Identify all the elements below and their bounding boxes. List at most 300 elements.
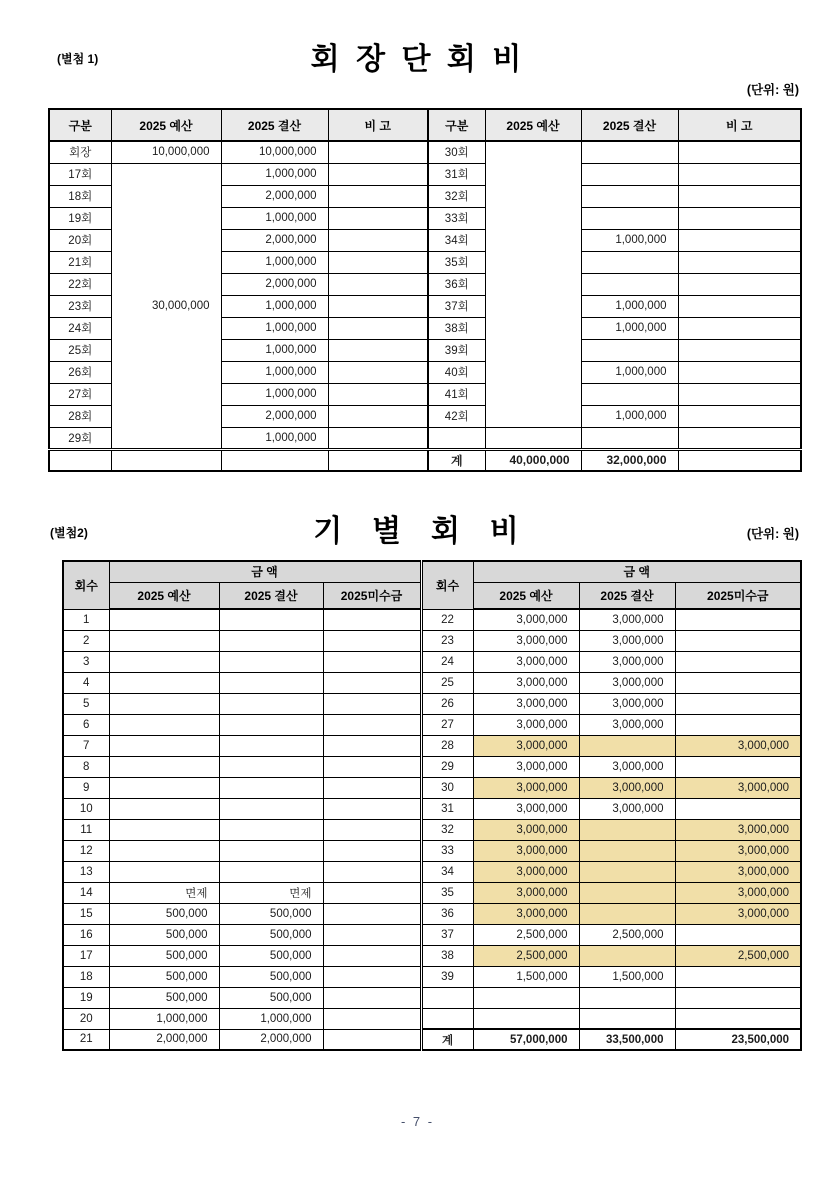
table-cell — [328, 295, 428, 317]
table-cell — [581, 251, 678, 273]
table-cell: 1,000,000 — [221, 163, 328, 185]
table-cell — [485, 427, 581, 449]
column-header: 비 고 — [678, 109, 801, 141]
page-number: - 7 - — [400, 1114, 435, 1129]
table-cell: 3,000,000 — [675, 735, 801, 756]
table-cell: 17 — [63, 945, 109, 966]
table-cell — [323, 609, 421, 630]
table-cell: 500,000 — [219, 945, 323, 966]
table-row — [63, 672, 801, 693]
table-cell: 29 — [421, 756, 473, 777]
table-cell — [219, 819, 323, 840]
table-cell: 28회 — [49, 405, 111, 427]
table-cell: 3,000,000 — [473, 630, 579, 651]
table-cell: 2,500,000 — [473, 945, 579, 966]
table-cell: 3,000,000 — [579, 651, 675, 672]
table-cell: 20회 — [49, 229, 111, 251]
table-cell — [581, 383, 678, 405]
table-cell — [675, 966, 801, 987]
column-header: 2025미수금 — [323, 582, 421, 609]
table-cell — [678, 229, 801, 251]
table-cell: 3,000,000 — [473, 693, 579, 714]
table-cell — [678, 317, 801, 339]
table-cell: 40,000,000 — [485, 449, 581, 471]
table-cell — [109, 756, 219, 777]
table-cell: 23 — [421, 630, 473, 651]
table-cell: 27회 — [49, 383, 111, 405]
table-row — [63, 777, 801, 798]
table-cell: 23,500,000 — [675, 1029, 801, 1050]
table-cell — [323, 714, 421, 735]
table-cell: 24 — [421, 651, 473, 672]
table-cell: 20 — [63, 1008, 109, 1029]
table-cell: 1,000,000 — [219, 1008, 323, 1029]
table-cell — [581, 141, 678, 163]
table-cell: 면제 — [219, 882, 323, 903]
table-cell: 1,000,000 — [109, 1008, 219, 1029]
table-cell — [328, 361, 428, 383]
table-cell — [328, 273, 428, 295]
table-cell: 500,000 — [219, 924, 323, 945]
table-cell: 2,000,000 — [221, 405, 328, 427]
table-cell — [323, 756, 421, 777]
table-cell: 500,000 — [219, 966, 323, 987]
table-cell: 3,000,000 — [473, 651, 579, 672]
table-cell: 33회 — [428, 207, 485, 229]
table-cell — [323, 861, 421, 882]
table-cell: 30,000,000 — [111, 163, 221, 449]
table-cell: 1,000,000 — [221, 295, 328, 317]
table-row — [63, 861, 801, 882]
table-cell — [109, 861, 219, 882]
table-cell — [219, 693, 323, 714]
table-row — [63, 966, 801, 987]
column-header: 금 액 — [473, 561, 801, 582]
table-cell: 500,000 — [109, 966, 219, 987]
table-row — [63, 945, 801, 966]
table-cell: 21회 — [49, 251, 111, 273]
chairman-dues-table — [48, 108, 802, 472]
table-cell: 29회 — [49, 427, 111, 449]
table-cell — [109, 777, 219, 798]
table-cell — [328, 251, 428, 273]
table-cell: 27 — [421, 714, 473, 735]
column-header: 2025 예산 — [485, 109, 581, 141]
table-cell — [473, 987, 579, 1008]
table-cell: 3,000,000 — [473, 798, 579, 819]
table-cell: 2,000,000 — [221, 185, 328, 207]
table-cell — [323, 903, 421, 924]
table-cell — [219, 735, 323, 756]
table-cell: 23회 — [49, 295, 111, 317]
table-cell — [219, 861, 323, 882]
table-cell — [323, 777, 421, 798]
table-cell — [109, 819, 219, 840]
table-cell: 2,500,000 — [675, 945, 801, 966]
table-cell — [323, 1029, 421, 1050]
table-cell: 3,000,000 — [473, 840, 579, 861]
table-cell — [579, 861, 675, 882]
table-cell — [109, 693, 219, 714]
table-cell — [581, 207, 678, 229]
table-cell: 3,000,000 — [473, 735, 579, 756]
table-cell — [323, 798, 421, 819]
table-cell — [109, 840, 219, 861]
table-cell — [675, 714, 801, 735]
table-cell: 15 — [63, 903, 109, 924]
table-cell: 3,000,000 — [473, 714, 579, 735]
table-row — [63, 630, 801, 651]
table-row — [63, 651, 801, 672]
table-cell — [678, 251, 801, 273]
table-cell — [323, 672, 421, 693]
table-cell — [328, 339, 428, 361]
table-cell: 3,000,000 — [473, 903, 579, 924]
table-cell: 18회 — [49, 185, 111, 207]
column-header: 회수 — [421, 561, 473, 609]
table-cell — [109, 798, 219, 819]
table-cell: 13 — [63, 861, 109, 882]
table-cell — [323, 693, 421, 714]
table-cell: 32,000,000 — [581, 449, 678, 471]
table-cell — [323, 987, 421, 1008]
table-cell: 25회 — [49, 339, 111, 361]
table-cell: 1,000,000 — [221, 317, 328, 339]
table-cell: 1,000,000 — [581, 317, 678, 339]
table-cell: 3,000,000 — [579, 672, 675, 693]
table-cell: 3 — [63, 651, 109, 672]
table-cell: 1 — [63, 609, 109, 630]
table-cell — [328, 405, 428, 427]
table-cell — [323, 924, 421, 945]
table-cell — [328, 141, 428, 163]
table-cell: 22 — [421, 609, 473, 630]
table-cell — [579, 945, 675, 966]
table-cell: 17회 — [49, 163, 111, 185]
table-cell: 33 — [421, 840, 473, 861]
table-cell: 2,000,000 — [221, 273, 328, 295]
table-cell: 3,000,000 — [675, 819, 801, 840]
table-cell — [328, 383, 428, 405]
table-cell: 26 — [421, 693, 473, 714]
table-cell: 30 — [421, 777, 473, 798]
table-cell — [675, 756, 801, 777]
table-cell — [323, 651, 421, 672]
table-row — [63, 903, 801, 924]
table-cell: 3,000,000 — [675, 861, 801, 882]
column-header: 2025 결산 — [581, 109, 678, 141]
section2-title: 기 별 회 비 — [313, 514, 522, 549]
column-header: 2025 결산 — [221, 109, 328, 141]
table-cell — [678, 449, 801, 471]
periodic-dues-table — [62, 560, 802, 1051]
table-cell — [221, 449, 328, 471]
table-row — [63, 1029, 801, 1050]
table-cell — [109, 714, 219, 735]
table-cell: 14 — [63, 882, 109, 903]
table-cell — [328, 229, 428, 251]
table-cell: 57,000,000 — [473, 1029, 579, 1050]
table-cell: 30회 — [428, 141, 485, 163]
table-cell: 2,500,000 — [473, 924, 579, 945]
table-cell: 22회 — [49, 273, 111, 295]
table-cell: 28 — [421, 735, 473, 756]
section1-title: 회 장 단 회 비 — [310, 42, 525, 77]
table-cell: 7 — [63, 735, 109, 756]
table-cell: 1,000,000 — [221, 383, 328, 405]
table-cell: 500,000 — [109, 924, 219, 945]
table-cell — [678, 185, 801, 207]
table-cell — [675, 798, 801, 819]
table-cell — [109, 609, 219, 630]
table-cell — [675, 672, 801, 693]
table-cell — [473, 1008, 579, 1029]
table-cell: 39회 — [428, 339, 485, 361]
table-cell: 3,000,000 — [579, 756, 675, 777]
table-cell — [109, 672, 219, 693]
table-cell — [678, 141, 801, 163]
section2-title-row — [0, 506, 835, 550]
table-cell: 3,000,000 — [675, 903, 801, 924]
table-cell: 16 — [63, 924, 109, 945]
table-cell — [323, 1008, 421, 1029]
table-cell: 32 — [421, 819, 473, 840]
table-cell: 3,000,000 — [473, 672, 579, 693]
table-cell: 10,000,000 — [111, 141, 221, 163]
table-cell: 31회 — [428, 163, 485, 185]
attachment-label-2: (별첨2) — [50, 526, 88, 540]
table-cell — [485, 141, 581, 427]
table-cell — [579, 882, 675, 903]
table-cell — [678, 361, 801, 383]
table-cell: 19 — [63, 987, 109, 1008]
table-row — [63, 882, 801, 903]
table-cell — [323, 630, 421, 651]
table-cell — [219, 609, 323, 630]
column-header: 구분 — [49, 109, 111, 141]
column-header: 구분 — [428, 109, 485, 141]
table-cell: 34 — [421, 861, 473, 882]
table-cell: 3,000,000 — [675, 777, 801, 798]
table-cell: 26회 — [49, 361, 111, 383]
table-cell — [675, 987, 801, 1008]
table-row — [63, 840, 801, 861]
table-cell: 1,500,000 — [473, 966, 579, 987]
table-cell — [675, 630, 801, 651]
table-cell: 2,000,000 — [219, 1029, 323, 1050]
table-cell — [678, 273, 801, 295]
table-cell — [328, 185, 428, 207]
table-cell: 2,000,000 — [221, 229, 328, 251]
table-row — [63, 714, 801, 735]
table-cell: 3,000,000 — [473, 777, 579, 798]
table-cell — [678, 405, 801, 427]
table-cell — [111, 449, 221, 471]
table-cell: 12 — [63, 840, 109, 861]
table-cell: 3,000,000 — [579, 609, 675, 630]
column-header: 2025 결산 — [579, 582, 675, 609]
table-cell: 2,500,000 — [579, 924, 675, 945]
table-cell: 33,500,000 — [579, 1029, 675, 1050]
table-row — [49, 141, 801, 163]
column-header: 금 액 — [109, 561, 421, 582]
table-cell — [581, 273, 678, 295]
table-row — [63, 693, 801, 714]
table-row — [63, 819, 801, 840]
attachment-label-1: (별첨 1) — [57, 52, 99, 66]
table-cell: 2,000,000 — [109, 1029, 219, 1050]
table-cell: 18 — [63, 966, 109, 987]
table-row — [63, 1008, 801, 1029]
table-cell: 35 — [421, 882, 473, 903]
table-cell — [581, 339, 678, 361]
table-cell — [328, 449, 428, 471]
table-cell — [109, 651, 219, 672]
table-cell: 500,000 — [219, 987, 323, 1008]
table-cell — [579, 987, 675, 1008]
table-row — [49, 163, 801, 185]
table-cell: 9 — [63, 777, 109, 798]
table-cell: 2 — [63, 630, 109, 651]
table-cell — [323, 819, 421, 840]
table-cell: 1,500,000 — [579, 966, 675, 987]
table-cell — [678, 163, 801, 185]
table-cell — [678, 427, 801, 449]
table-cell — [581, 185, 678, 207]
table-cell: 32회 — [428, 185, 485, 207]
table-cell: 5 — [63, 693, 109, 714]
table-cell — [675, 1008, 801, 1029]
table-cell — [579, 1008, 675, 1029]
table-cell — [219, 798, 323, 819]
table-cell — [49, 449, 111, 471]
column-header: 비 고 — [328, 109, 428, 141]
table-cell: 1,000,000 — [581, 361, 678, 383]
table-cell — [219, 672, 323, 693]
column-header: 2025 결산 — [219, 582, 323, 609]
table-cell — [581, 163, 678, 185]
table-cell — [428, 427, 485, 449]
table-cell — [219, 840, 323, 861]
table-cell: 500,000 — [219, 903, 323, 924]
table-cell: 42회 — [428, 405, 485, 427]
table-cell — [675, 609, 801, 630]
table-cell: 38 — [421, 945, 473, 966]
table-cell: 34회 — [428, 229, 485, 251]
table-cell — [323, 735, 421, 756]
table-cell: 37회 — [428, 295, 485, 317]
table-cell: 1,000,000 — [221, 251, 328, 273]
table-cell: 6 — [63, 714, 109, 735]
table-cell: 36 — [421, 903, 473, 924]
table-cell — [421, 1008, 473, 1029]
table-cell: 3,000,000 — [579, 798, 675, 819]
table-cell: 1,000,000 — [581, 229, 678, 251]
table-cell: 31 — [421, 798, 473, 819]
table-row — [63, 798, 801, 819]
table-cell — [579, 735, 675, 756]
table-cell: 500,000 — [109, 987, 219, 1008]
table-cell: 3,000,000 — [579, 777, 675, 798]
table-cell: 500,000 — [109, 945, 219, 966]
table-cell — [219, 630, 323, 651]
column-header: 회수 — [63, 561, 109, 609]
table-cell — [323, 840, 421, 861]
table-cell — [323, 945, 421, 966]
table-row — [63, 561, 801, 582]
table-cell: 면제 — [109, 882, 219, 903]
table-cell — [678, 207, 801, 229]
table-cell: 38회 — [428, 317, 485, 339]
table-cell — [328, 427, 428, 449]
table-cell: 10,000,000 — [221, 141, 328, 163]
table-cell: 회장 — [49, 141, 111, 163]
table-cell: 4 — [63, 672, 109, 693]
table-cell: 3,000,000 — [675, 840, 801, 861]
table-cell — [219, 714, 323, 735]
table-cell: 3,000,000 — [579, 714, 675, 735]
table-cell: 1,000,000 — [581, 405, 678, 427]
section1-title-row — [0, 34, 835, 78]
table-cell — [323, 966, 421, 987]
table-cell — [675, 924, 801, 945]
table-cell: 8 — [63, 756, 109, 777]
table-row — [63, 924, 801, 945]
table-row — [63, 987, 801, 1008]
table-cell: 계 — [428, 449, 485, 471]
table-cell: 3,000,000 — [675, 882, 801, 903]
table-cell — [579, 903, 675, 924]
table-row — [49, 109, 801, 141]
table-cell: 24회 — [49, 317, 111, 339]
table-cell: 1,000,000 — [221, 427, 328, 449]
table-row — [63, 735, 801, 756]
table-row — [49, 449, 801, 471]
table-cell: 21 — [63, 1029, 109, 1050]
table-cell — [675, 693, 801, 714]
table-cell: 1,000,000 — [221, 339, 328, 361]
column-header: 2025 예산 — [109, 582, 219, 609]
table-row — [63, 756, 801, 777]
table-cell: 3,000,000 — [473, 609, 579, 630]
table-cell — [675, 651, 801, 672]
table-cell: 39 — [421, 966, 473, 987]
table-cell: 1,000,000 — [221, 207, 328, 229]
table-cell — [109, 735, 219, 756]
table-cell: 37 — [421, 924, 473, 945]
table-cell — [678, 383, 801, 405]
table-cell: 36회 — [428, 273, 485, 295]
table-cell: 3,000,000 — [473, 861, 579, 882]
table-cell — [219, 651, 323, 672]
column-header: 2025미수금 — [675, 582, 801, 609]
column-header: 2025 예산 — [111, 109, 221, 141]
table-cell — [328, 317, 428, 339]
unit-label-2: (단위: 원) — [746, 527, 799, 541]
table-cell: 41회 — [428, 383, 485, 405]
table-cell — [109, 630, 219, 651]
table-cell: 3,000,000 — [473, 882, 579, 903]
table-cell: 10 — [63, 798, 109, 819]
table-cell — [579, 840, 675, 861]
table-cell — [579, 819, 675, 840]
table-cell — [219, 777, 323, 798]
table-cell: 1,000,000 — [581, 295, 678, 317]
table-cell: 25 — [421, 672, 473, 693]
table-row — [63, 609, 801, 630]
unit-label-1: (단위: 원) — [746, 83, 799, 97]
table-cell: 11 — [63, 819, 109, 840]
